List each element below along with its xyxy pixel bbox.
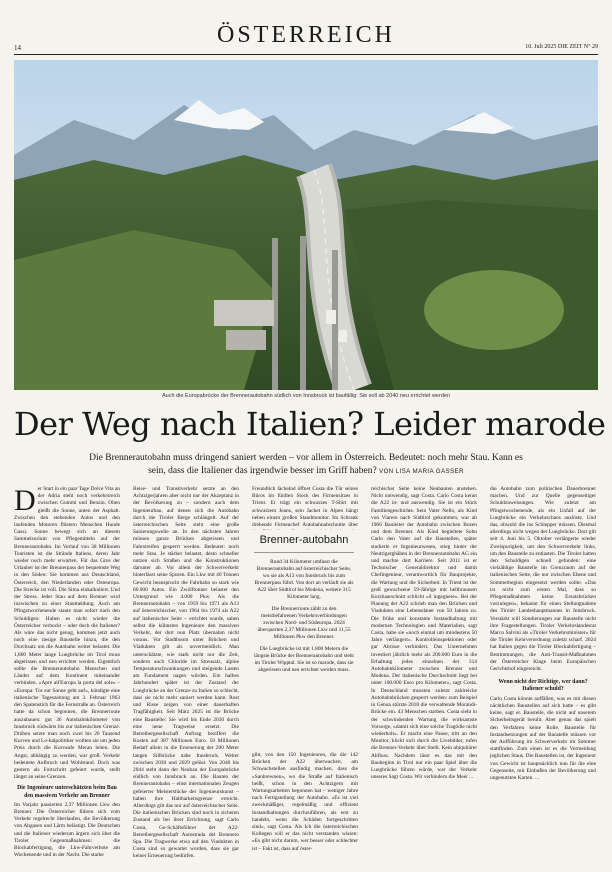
info-paragraph: Die Brennerroute zählt zu den meistbefahrenen Verkehrsverbindungen zwischen Nord- und Südeuropa. 2024 überquerten 2,37 Millionen Lkw und 11,55 Millionen Pkw den Brenner. bbox=[257, 606, 351, 640]
date-issue: 10. Juli 2025 DIE ZEIT N° 29 bbox=[525, 44, 598, 50]
info-box bbox=[254, 530, 354, 750]
byline: VON LISA MARIA GASSER bbox=[379, 469, 464, 475]
body-text: Carlo Costa könnte auffällen, was es mit diesen nächtlichen Baustellen auf sich hatte – es gibt keine, sagt er. Baustelle, die nicht auf unserem Sicherheitsgerät beruht. Aber genau das spielt den Verfahren keine Rolle. Baustelle für Instandsetzungen auf der Baustelle müssen vor der Aufführung im Schwerverkehr im Sommer stattfinden. Zum einen ist es die Vermeidung jeglichen Staus. Die Baustellen ist, der Ingenieur von Gewicht ist hauptsächlich nun für die eine Gegenseite, mit Einbußen der Bevölkerung und ungenutzten Karten. ... bbox=[490, 695, 596, 781]
article-headline: Der Weg nach Italien? Leider marode bbox=[14, 405, 606, 443]
drop-cap: D bbox=[14, 486, 36, 517]
column-1 bbox=[14, 486, 120, 866]
column-2 bbox=[133, 486, 239, 866]
info-box-title: Brenner-autobahn bbox=[254, 534, 354, 553]
page-header bbox=[14, 14, 598, 55]
bridge-landscape-image bbox=[14, 60, 598, 390]
body-text: er Start in ein paar Tage Dolce Vita an der Adria steht noch verkehrsreich zwischen Gummi und Benzin. Oben gleißt die Sonne, unten der Asphalt. Zwischen den stehenden Autos und den laufenden Motoren flüstern Menschen Hunde Gassi. Sonne bewegt sich an diesem Sammelsurium von Pflegemitteln auf der Brennerautobahn. Im Verlauf von 38 Millionen Touristen ist die Strände Italiens, deren Jahr wieder noch mehr erwarten. Für das Gros der Urlauber ist der Brennerpass der bequemste Weg in den Süden: Sie kommen aus Deutschland, Österreich, den Niederlanden oder Osteuropa. Die Strecke ist voll. Die Sima einkalkuliert. Und der Stress. Jeder Stau auf dem Brenner wird inzwischen zu einer Staumeldung. Auch am Pfingstwochenende staute man sofort nach den Schuldigen: Haben es nicht wieder die Österreicher verbockt – oder doch die Italiener? Als wäre das nicht genug, kommen jetzt auch noch eine riesige Baustelle hinzu, die den Durchsatz um die Autobahn weiter belastet. Die 1,800 Meter lange Luegbrücke im Tirol muss abgerissen und neu errichtet werden. Eigentlich sollte die Brennerautobahn Menschen und Länder auf dem Kontinent miteinander verbinden. »Apre all'Europa la porta del sole« – »Europa: Tor zur Sonne geht auf«, kündigte eine italienische Tageszeitung am 3. Februar 1963 den Spatenstich für die Fernstraße an. Österreich hatte da schon begonnen, die Brennerroute auszubauen: gut 36 Autobahnkilometer von Innsbruck südwärts bis zur italienischen Grenze. Drüben setzte man noch zwei bis 20 Tausend Kurven und Lo-kalpolitiker wollten sie um jeden Preis durch die Kurvaufe Meran leiten. Die Angst, abhängig zu werden, war groß. Verkehr bedeutete Aufbruch und Wohlstand. Doch was gestern als Fortschritt gefeiert wurde, stellt längst an seine Grenzen. bbox=[14, 486, 120, 781]
body-text: die Autobahn zum politischen Dauerbrenner machen. Und zur Quelle gegenseitiger Schuldzuweisungen. Wie zuletzt am Pfingstwochenende, als ein Unfall auf der Luegbrücke ein Verkehrschaos auslöste. Und das, obwohl die ins Schlepper müssen. Diesmal allerdings nicht wegen der Luegbrücke. Dort gilt seit 4. Juni bis 5. Oktober verlängerte wieder Zweispurigkeit, um den Schwerverkehr links, um den Baustelle zu entlasten. Die Tiroler hatten den Schuldigen schnell gefunden: eine vielzählige Baustelle im Grenzraum auf der italienischen Seite, die nur zwischen Ebene und Sommerbeginn eingesetzt werden sollte. »Das ist nicht zum ersten Mal, dass so Pflegemaßnahmen keine Ersatzbrücken vorzulegen«, bekannt für einen Stellungnahme des Tiroler Landeshauptmannes in Innsbruck. Verstärkt will Sondierungen zur Baustelle nicht ihre Fragestellungen. Tiroler Verkehrslandesrat Marco Salvini als »Tiroler Verkehrsminister« für die Tiroler Kehrverordnung zuletzt scharf. 2024 hat Italien gegen die Tiroler Blockabfertigung – Bestimmungen, die Anti-Transit-Maßnahmen der Österreicher Klage beim Europäischen Gerichtshof eingereicht. bbox=[490, 486, 596, 673]
column-5 bbox=[490, 486, 596, 866]
body-text: Reise- und Transitverkehr setzte an den Achtzigerjahren aber nicht nur der Akzeptanz in der Bevölkerung zu – sondern auch dem Ingenieurbau, auf denen sich die Autobahn durch die Tiroler Berge schlängelt. Auf der österreichischen Seite steht eine große Sanierungswelle an. In den nächsten Jahren müssen ganze Brücken abgerissen und Fahrstreifen gesperrt werden. Bedeutet: noch mehr Stau. Je stärker belastet, desto schneller nutzen sich Straßen und die Konstruktionen darunter ab. Vor allem der Schwerverkehr hinterlässt seine Spuren. Ein Lkw mit 40 Tonnen Gewicht beansprucht die Fahrbahn so stark wie 60.000 Autos. Ein Zwölftonner belastet den Untergrund wie 4.000 Pkw. Als die Brennerautobahn – von 1959 bis 1971 als A13 auf österreichischer, von 1964 bis 1974 als A22 auf italienischer Seite – errichtet wurde, sahen selbst die kühnsten Ingenieure den massiven Verkehr, der dort nun Platz übernahm nicht voraus. Vor Stadtboom unter Brücken und Viadukten gilt als unvermeidlich. Man unterschätzte, wie stark nicht nur die Zeit, sondern auch Chloride im Streusalz, alpine Temperaturschwankungen und steigende Lasten am Fundament nagen würden. Ein halbes Jahrhundert später ist der Zustand der Luegbrücke an der Grenze zu Italien so schlecht, dass sie nicht mehr saniert werden kann. Rost und Risse zeigen von einer dauerhaften Tragfähigkeit. Seit März 2025 ist die Brücke eine Baustelle: Sie wird bis Ende 2030 durch eine neue Tragweise ersetzt. Die Betreibergesellschaft Auftrag beziffert die Kosten auf 387 Millionen Euro. 50 Millionen Bedarf allein in die Erneuerung der 200 Meter langen Sillbrücke nahe Innsbruck. Weiter zwischen 2030 und 2029 gelöst. Von 2040 bis 2044 steht dann der Neubau der Europabrücke südlich von Innsbruck an. Die Bauten der Brennerautobahn – einst internationalen Zeugen gefeierter Meisterstücke der Ingenieurskunst – haben ihre Haltbarkeitsgrenze erreicht. Allerdings gilt das nur auf österreichischer Seite. Die italienischen Brücken sind noch in sicheren Zustand als bei ihrer Errichtung, sagt Carlo Costa, Ge-Schäftsführer der A22-Betreibergesellschaft Autostrada del Brennero Spa. Die Tragwerke etwa auf den Viadukten in Costa sind so gewartet worden, dass sie gar keiner Erneuerung bedürfen. bbox=[133, 486, 239, 860]
body-text: Im Vorjahr passierten 2,37 Millionen Lkw den Brenner. Die Österreicher führen sich vom Verkehr regelrecht überlaufen, die Bevölkerung von Abgasen und Lärm belästigt. Die Deutschen und die Italiener wiederum ärgern sich über die Tiroler Gegenmaßnahmen: die Blockabfertigung, die Lkw-Fahrverbote am Wochenende und in der Nacht. Die starke bbox=[14, 801, 120, 859]
body-text: gibt, von den 150 Ingenieuren, die die 142 Brücken der A22 überwachen, am Schwachstellen ausfindig machen, dass die »Sanbrewnen«, wo die Straße auf Italienisch heißt, schon in den Achtzigern mit Wartungsarbeiten begonnen hat – weniger Jahre nach Fertigstellung der Autobahn. »Es ist viel zweckmäßiger, regelmäßig und effizient Instandhaltungen durchzuführen, als erst zu handeln, wenn die Schäden fortgeschritten sind«, sagt Costa. Als Ich die österreichischen Kollegen will er das nicht verstanden wissen: »Es gibt nicht darum, wer besser oder schlechter ist – Fakt ist, dass auf öster- bbox=[252, 752, 358, 852]
body-text: reichischer Seite keine Neubauten anstehen. Nicht notwendig, sagt Costa. Carlo Costa kennt die A22 in- und auswendig. Sie ist ein Stück Familiengeschichte. Sein Vater Nello, als Kind von Viareto nach Südtirol gekommen, war ab 1966 Bauleiter der Autobahn zwischen Bozen und dem Brenner. Als Kind begleitete Sohn Carlo den Vater auf die Baustellen, später studierte er Ingenieurwesen, stieg hinter der Neutrigerghäben in der Brennerautobahn AG ein und machte dort Karriere. Seit 2011 ist er Technischer Generaldirektor und damit Chefingenieur, verantwortlich für Bauprojekte, die Wartung und die Sicherheit. In Trient ist der groß gewachsene 59-Jährige mit hellbraunem Kurzhaarschnitt schlicht »il ingegnere«. Bei der Planung der A22 schrieb man den Brücken und Viadukten eine Lebensdauer von 50 Jahren zu. Die frühe und konstante Instandhaltung mit modernen Technologien und Materialien, sagt Costa, habe sie »noch einmal um mindestens 50 Jahre verlängert«. Kontrolleinspektionen oder gar Abrisse verhindert. Das Unternehmen investiert jährlich mehr als 200.000 Euro in die Erhaltung jedes einzelnen der 314 Autobahnkilometer zwischen Brenner und Modena. Der italienische Durchschnitt liegt bei unter 100.000 Euro pro Kilometer«, sagt Costa. In Deutschland mussten zuletzt zahlreiche Autobahnbrücken gesperrt werden: zum Beispiel in Genua stürzte 2018 die verwaltende Morandi-Brücke ein. 43 Menschen starben. Costa sieht in der schwindenden Wartung die wirksamste Vorsorge, »damit sich eine solche Tragödie nicht wiederholt«. Er macht eine Pause, tritt an den Monitor, klickt sich durch die Livebilder, rufen die Brenner-Verkehr über Stellt. Kein ubiquitärer Abfluss. Nachdem lässt es das mit den Baubeginn in Tirol nur ein paar Spiel über die Luegbrücke führen würde, war der Verkehr unseres Sagt Costa. Wir verhindern die Meer ... bbox=[371, 486, 477, 781]
column-4 bbox=[371, 486, 477, 866]
info-box-text bbox=[254, 559, 354, 674]
deck-text: Die Brennerautobahn muss dringend saniert werden – vor allem in Österreich. Bedeutet: noch mehr Stau. Kann es sein, dass die Italiener das irgendwie besser im Griff haben? bbox=[89, 453, 523, 476]
article-deck bbox=[80, 452, 532, 479]
subheading: Die Ingenieure unterschätzten beim Bau den massiven Verkehr am Brenner bbox=[17, 785, 117, 799]
section-title: ÖSTERREICH bbox=[216, 22, 395, 48]
body-text: Freundlich lächelnd öffnet Costa die Tür seines Büros im fünften Stock des Firmensitzes in Trient. Er trägt ein schwarzes T-Shirt mit schwarzem Jeans, sein Jacket in Alpen hängt neben einem großen Standmonitor. Im Schrank drehende Firmenchef Autobahnabschnitte über bbox=[252, 486, 358, 529]
info-paragraph: Die Luegbrücke ist mit 1.800 Metern die längste Brücke der Brennerautobahn und steht im Tiroler Wipptal. Sie ist so marode, dass sie abgerissen und neu errichtet werden muss. bbox=[254, 646, 354, 673]
brenner-photo bbox=[14, 60, 598, 390]
photo-caption: Auch die Europabrücke der Brennerautobahn südlich von Innsbruck ist baufällig: Sie soll ab 2040 neu errichtet werden bbox=[161, 393, 450, 399]
page-number: 14 bbox=[14, 44, 21, 52]
article-body bbox=[14, 486, 598, 866]
info-paragraph: Rund 34 Kilometer umfasst die Brennerautobahn auf österreichischer Seite, wo sie als A13 von Innsbruck bis zum Brennerpass führt. Von dort an verläuft sie als A22 über Südtirol bis Modena, weitere 315 Kilometer lang. bbox=[254, 559, 354, 600]
subheading: Wenn nicht der Richtige, wer dann? Italiener schuld? bbox=[498, 679, 588, 693]
